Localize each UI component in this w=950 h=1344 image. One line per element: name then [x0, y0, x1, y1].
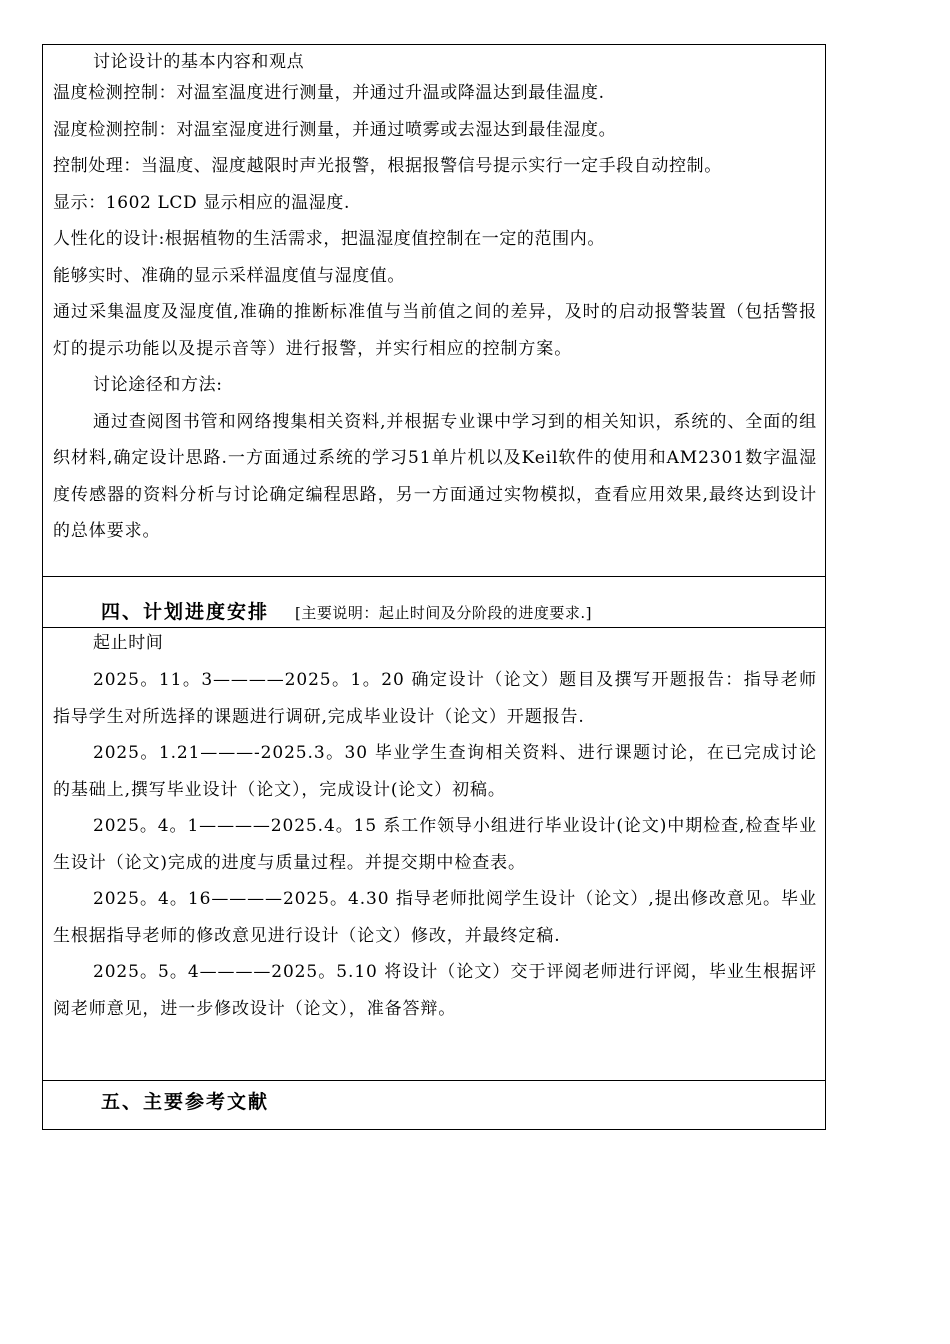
schedule-item-4: 2025。4。16————2025。4.30 指导老师批阅学生设计（论文）,提出修改意见。毕业生根据指导老师的修改意见进行设计（论文）修改，并最终定稿.: [53, 889, 817, 946]
research-content-cell: [43, 45, 825, 577]
content-item-humanized: 人性化的设计:根据植物的生活需求，把温湿度值控制在一定的范围内。: [53, 229, 605, 249]
form-table: [42, 44, 826, 1130]
schedule-item-5: 2025。5。4————2025。5.10 将设计（论文）交于评阅老师进行评阅，毕业生根据评阅老师意见，进一步修改设计（论文），准备答辩。: [53, 962, 817, 1019]
references-heading-row: [43, 1081, 825, 1129]
research-content-title: 讨论设计的基本内容和观点: [93, 52, 305, 72]
content-item-display: 显示：1602 LCD 显示相应的温湿度.: [53, 192, 351, 213]
schedule-heading-row: [43, 577, 825, 628]
schedule-cell: [43, 628, 825, 1081]
method-title: 讨论途径和方法:: [93, 375, 223, 395]
schedule-note: [主要说明：起止时间及分阶段的进度要求.]: [295, 604, 592, 622]
schedule-item-1: 2025。11。3————2025。1。20 确定设计（论文）题目及撰写开题报告：指导老师指导学生对所选择的课题进行调研,完成毕业设计（论文）开题报告.: [53, 670, 817, 727]
content-item-humidity: 湿度检测控制：对温室湿度进行测量，并通过喷雾或去湿达到最佳湿度。: [53, 119, 617, 140]
content-item-realtime: 能够实时、准确的显示采样温度值与湿度值。: [53, 265, 405, 286]
schedule-heading: 四、计划进度安排: [101, 601, 270, 623]
content-item-temperature: 温度检测控制：对温室温度进行测量，并通过升温或降温达到最佳温度.: [53, 83, 605, 103]
content-item-alarm: 通过采集温度及湿度值,准确的推断标准值与当前值之间的差异，及时的启动报警装置（包括警报灯的提示功能以及提示音等）进行报警，并实行相应的控制方案。: [53, 302, 817, 359]
content-item-control: 控制处理：当温度、湿度越限时声光报警，根据报警信号提示实行一定手段自动控制。: [53, 156, 722, 176]
period-label: 起止时间: [93, 633, 164, 653]
method-text: 通过查阅图书管和网络搜集相关资料,并根据专业课中学习到的相关知识，系统的、全面的组织材料,确定设计思路.一方面通过系统的学习51单片机以及Keil软件的使用和AM2301数字温湿度传感器的资料分析与讨论确定编程思路，另一方面通过实物模拟，查看应用效果,最终达到设计的总体要求。: [53, 411, 817, 541]
references-heading: 五、主要参考文献: [101, 1091, 270, 1113]
schedule-item-2: 2025。1.21———-2025.3。30 毕业学生查询相关资料、进行课题讨论，在已完成讨论的基础上,撰写毕业设计（论文），完成设计(论文）初稿。: [53, 743, 817, 800]
schedule-item-3: 2025。4。1————2025.4。15 系工作领导小组进行毕业设计(论文)中期检查,检查毕业生设计（论文)完成的进度与质量过程。并提交期中检查表。: [53, 816, 817, 873]
